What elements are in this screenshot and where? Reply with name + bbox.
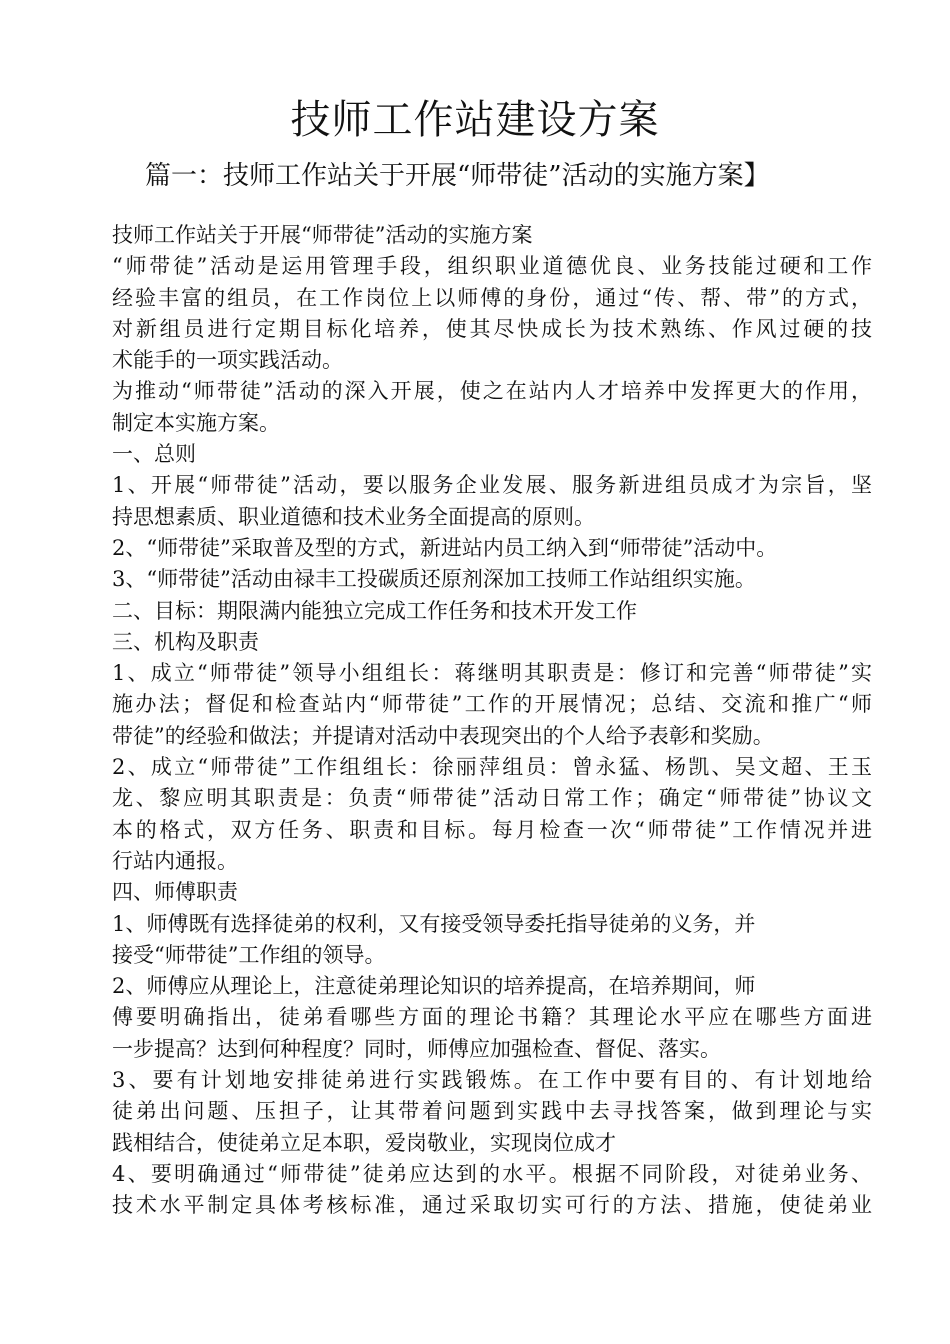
body-line: 傅要明确指出，徒弟看哪些方面的理论书籍？其理论水平应在哪些方面进 bbox=[112, 1005, 872, 1030]
body-line: “师带徒”活动是运用管理手段，组织职业道德优良、业务技能过硬和工作 bbox=[112, 254, 872, 279]
body-line: 2、师傅应从理论上，注意徒弟理论知识的培养提高，在培养期间，师 bbox=[112, 974, 756, 999]
body-line: 徒弟出问题、压担子，让其带着问题到实践中去寻找答案，做到理论与实 bbox=[112, 1099, 872, 1124]
body-line: 3、要有计划地安排徒弟进行实践锻炼。在工作中要有目的、有计划地给 bbox=[112, 1068, 872, 1093]
document-subtitle: 篇一：技师工作站关于开展“师带徒”活动的实施方案】 bbox=[145, 161, 770, 191]
body-line: 接受“师带徒”工作组的领导。 bbox=[112, 942, 386, 967]
body-line: 一步提高？达到何种程度？同时，师傅应加强检查、督促、落实。 bbox=[112, 1036, 721, 1061]
body-line: 1、开展“师带徒”活动，要以服务企业发展、服务新进组员成才为宗旨，坚 bbox=[112, 473, 872, 498]
body-line: 一、总则 bbox=[112, 442, 196, 467]
body-line: 持思想素质、职业道德和技术业务全面提高的原则。 bbox=[112, 504, 595, 529]
body-line: 施办法；督促和检查站内“师带徒”工作的开展情况；总结、交流和推广“师 bbox=[112, 692, 872, 717]
body-line: 4、要明确通过“师带徒”徒弟应达到的水平。根据不同阶段，对徒弟业务、 bbox=[112, 1161, 872, 1186]
body-line: 本的格式，双方任务、职责和目标。每月检查一次“师带徒”工作情况并进 bbox=[112, 817, 872, 842]
body-line: 1、师傅既有选择徒弟的权利，又有接受领导委托指导徒弟的义务，并 bbox=[112, 911, 756, 936]
body-line: 经验丰富的组员，在工作岗位上以师傅的身份，通过“传、帮、带”的方式， bbox=[112, 285, 872, 310]
body-line: 行站内通报。 bbox=[112, 848, 238, 873]
document-title: 技师工作站建设方案 bbox=[290, 97, 660, 143]
body-line: 制定本实施方案。 bbox=[112, 410, 280, 435]
body-line: 带徒”的经验和做法；并提请对活动中表现突出的个人给予表彰和奖励。 bbox=[112, 723, 774, 748]
body-line: 技术水平制定具体考核标准，通过采取切实可行的方法、措施，使徒弟业 bbox=[112, 1193, 872, 1218]
body-line: 1、成立“师带徒”领导小组组长：蒋继明其职责是：修订和完善“师带徒”实 bbox=[112, 661, 872, 686]
body-line: 践相结合，使徒弟立足本职，爱岗敬业，实现岗位成才 bbox=[112, 1130, 616, 1155]
body-line: 3、“师带徒”活动由禄丰工投碳质还原剂深加工技师工作站组织实施。 bbox=[112, 567, 756, 592]
body-line: 对新组员进行定期目标化培养，使其尽快成长为技术熟练、作风过硬的技 bbox=[112, 316, 872, 341]
body-line: 为推动“师带徒”活动的深入开展，使之在站内人才培养中发挥更大的作用， bbox=[112, 379, 872, 404]
body-line: 三、机构及职责 bbox=[112, 629, 259, 654]
body-line: 术能手的一项实践活动。 bbox=[112, 348, 343, 373]
body-line: 二、目标：期限满内能独立完成工作任务和技术开发工作 bbox=[112, 598, 637, 623]
body-line: 四、师傅职责 bbox=[112, 880, 238, 905]
body-line: 技师工作站关于开展“师带徒”活动的实施方案 bbox=[112, 223, 533, 247]
body-line: 龙、黎应明其职责是：负责“师带徒”活动日常工作；确定“师带徒”协议文 bbox=[112, 786, 872, 811]
document-body bbox=[112, 220, 872, 1222]
body-line: 2、成立“师带徒”工作组组长：徐丽萍组员：曾永猛、杨凯、吴文超、王玉 bbox=[112, 755, 872, 780]
body-line: 2、“师带徒”采取普及型的方式，新进站内员工纳入到“师带徒”活动中。 bbox=[112, 535, 778, 560]
